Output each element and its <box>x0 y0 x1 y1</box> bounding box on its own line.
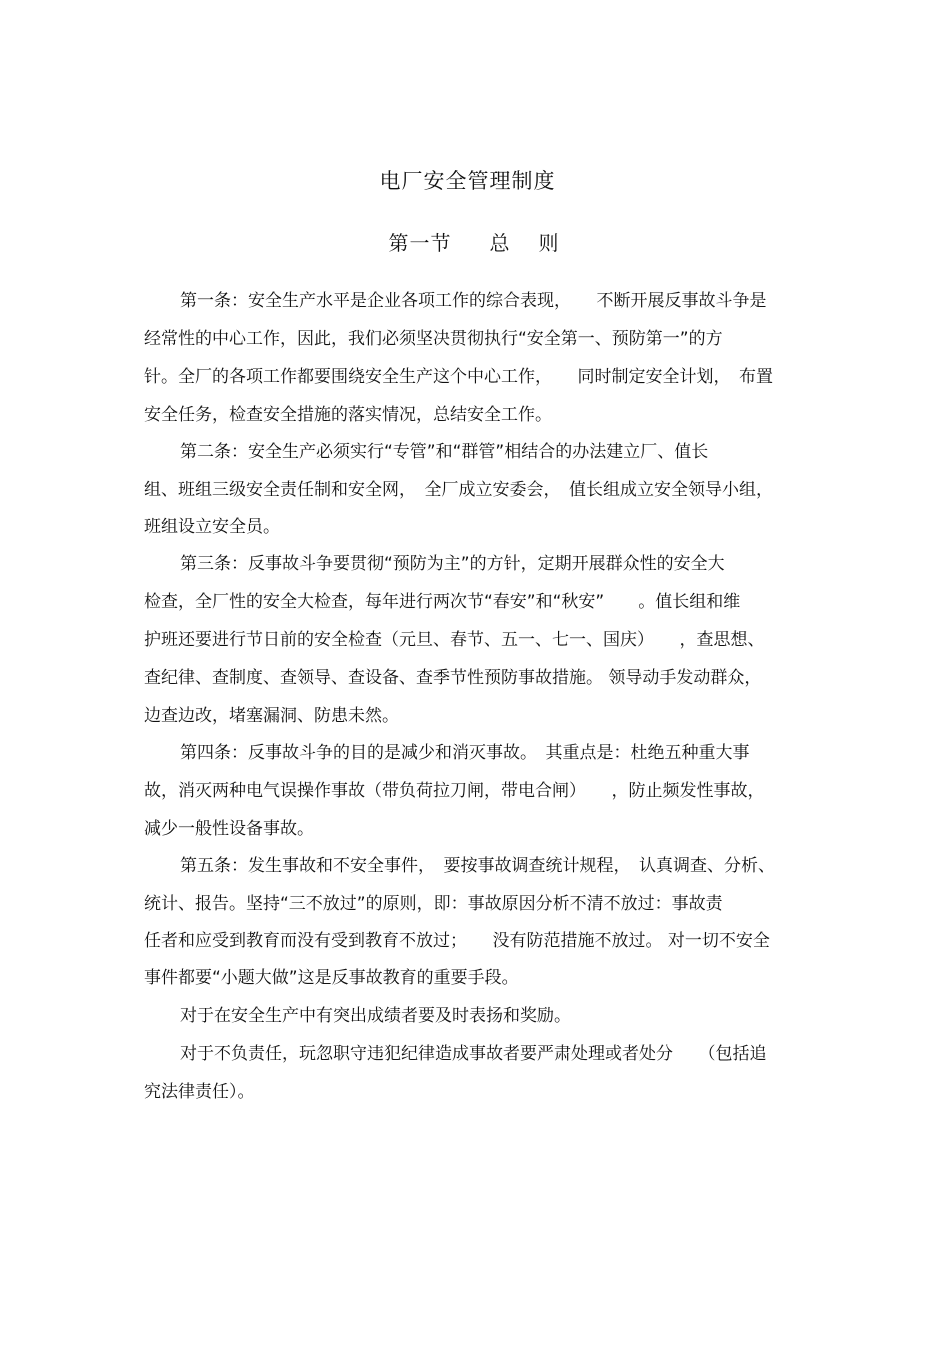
text-line: 第二条：安全生产必须实行“专管”和“群管”相结合的办法建立厂、值长 <box>180 442 709 462</box>
text-line: 第四条：反事故斗争的目的是减少和消灭事故。 其重点是：杜绝五种重大事 <box>180 743 750 763</box>
text-line: 统计、报告。坚持“三不放过”的原则，即：事故原因分析不清不放过：事故责 <box>144 894 723 914</box>
text-line: 经常性的中心工作，因此，我们必须坚决贯彻执行“安全第一、预防第一”的方 <box>144 329 723 349</box>
text-line: 对于不负责任，玩忽职守违犯纪律造成事故者要严肃处理或者处分 （包括追 <box>180 1044 767 1064</box>
section-number: 第一节 <box>388 231 452 255</box>
text-line: 对于在安全生产中有突出成绩者要及时表扬和奖励。 <box>180 1006 571 1026</box>
text-line: 针。全厂的各项工作都要围绕安全生产这个中心工作， 同时制定安全计划， 布置 <box>144 367 773 387</box>
text-line: 检查，全厂性的安全大检查，每年进行两次节“春安”和“秋安” 。值长组和维 <box>144 592 741 612</box>
section-heading <box>0 230 948 256</box>
text-line: 第三条：反事故斗争要贯彻“预防为主”的方针，定期开展群众性的安全大 <box>180 554 725 574</box>
text-line: 故，消灭两种电气误操作事故（带负荷拉刀闸，带电合闸） ，防止频发性事故， <box>144 781 765 801</box>
text-line: 班组设立安全员。 <box>144 517 280 537</box>
section-name-part1: 总 <box>489 231 511 255</box>
text-line: 第五条：发生事故和不安全事件， 要按事故调查统计规程， 认真调查、分析、 <box>180 856 775 876</box>
text-line: 安全任务，检查安全措施的落实情况，总结安全工作。 <box>144 405 552 425</box>
section-name-part2: 则 <box>538 231 560 255</box>
text-line: 边查边改，堵塞漏洞、防患未然。 <box>144 706 399 726</box>
text-line: 护班还要进行节日前的安全检查（元旦、春节、五一、七一、国庆） ，查思想、 <box>144 630 765 650</box>
document-title: 电厂安全管理制度 <box>379 169 556 193</box>
text-line: 事件都要“小题大做”这是反事故教育的重要手段。 <box>144 968 519 988</box>
text-line: 查纪律、查制度、查领导、查设备、查季节性预防事故措施。 领导动手发动群众， <box>144 668 762 688</box>
text-line: 究法律责任）。 <box>144 1082 255 1102</box>
text-line: 减少一般性设备事故。 <box>144 819 314 839</box>
text-line: 第一条：安全生产水平是企业各项工作的综合表现， 不断开展反事故斗争是 <box>180 291 767 311</box>
text-line: 组、班组三级安全责任制和安全网， 全厂成立安委会， 值长组成立安全领导小组， <box>144 480 773 500</box>
text-line: 任者和应受到教育而没有受到教育不放过； 没有防范措施不放过。 对一切不安全 <box>144 931 770 951</box>
